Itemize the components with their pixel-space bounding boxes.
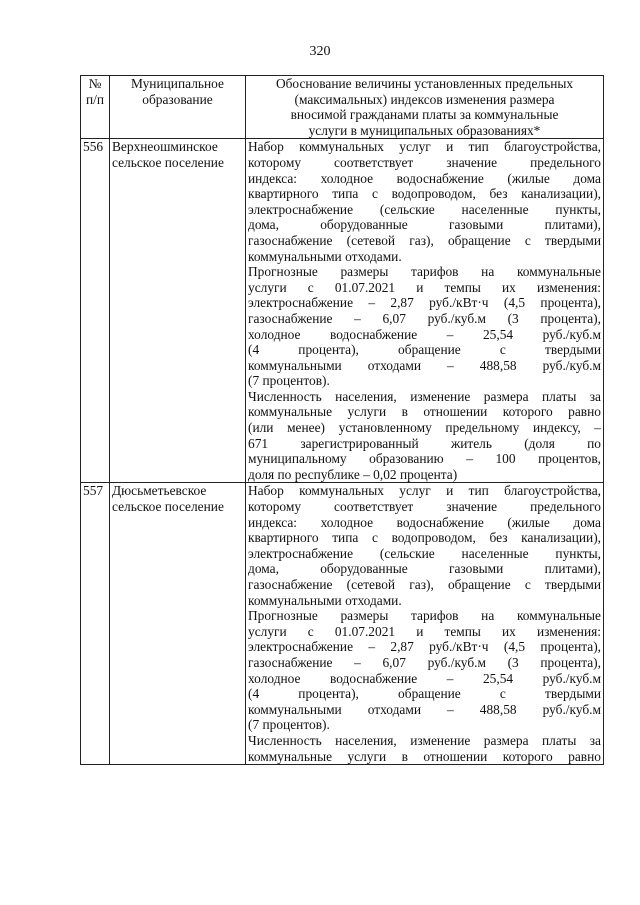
municipality-cell — [110, 483, 246, 765]
header-num — [81, 76, 110, 139]
row-number: 556 — [81, 139, 110, 483]
justification-cell — [246, 483, 604, 765]
header-line: п/п — [85, 91, 105, 107]
text-line: электроснабжение (сельские населенные пункты, — [248, 201, 601, 217]
municipality-line: сельское поселение — [112, 499, 224, 515]
text-line: дома, оборудованные газовыми плитами), — [248, 561, 601, 577]
text-line: коммунальные услуги в отношении которого равно — [248, 404, 601, 420]
municipality-cell — [110, 139, 246, 483]
text-line: которому соответствует значение предельного — [248, 154, 601, 170]
paragraph-services — [248, 139, 601, 264]
paragraph-services — [248, 483, 601, 608]
justification-cell — [246, 139, 604, 483]
text-line: коммунальными отходами. — [248, 592, 402, 608]
text-line: (7 процентов). — [248, 373, 330, 389]
text-line: индекса: холодное водоснабжение (жилые дома — [248, 170, 601, 186]
header-line: Обоснование величины установленных предельных — [275, 76, 574, 91]
text-line: Прогнозные размеры тарифов на коммунальные — [248, 608, 601, 624]
text-line: квартирного типа с водопроводом, без канализации), — [248, 186, 601, 202]
page-number: 320 — [309, 44, 331, 59]
text-line: (4 процента), обращение с твердыми — [248, 342, 601, 358]
text-line: электроснабжение – 2,87 руб./кВт·ч (4,5 процента), — [248, 639, 601, 655]
text-line: коммунальные услуги в отношении которого равно — [248, 748, 601, 764]
text-line: электроснабжение (сельские населенные пункты, — [248, 545, 601, 561]
text-line: коммунальными отходами – 488,58 руб./куб.м — [248, 357, 601, 373]
text-line: услуги с 01.07.2021 и темпы их изменения: — [248, 623, 601, 639]
text-line: Прогнозные размеры тарифов на коммунальные — [248, 264, 601, 280]
header-line: услуги в муниципальных образованиях* — [308, 122, 541, 138]
text-line: коммунальными отходами – 488,58 руб./куб.м — [248, 701, 601, 717]
header-line: Муниципальное — [131, 76, 224, 91]
text-line: которому соответствует значение предельного — [248, 499, 601, 515]
text-line: газоснабжение (сетевой газ), обращение с твердыми — [248, 577, 601, 592]
municipality-line: Дюсьметьевское — [112, 483, 207, 499]
text-line: услуги с 01.07.2021 и темпы их изменения: — [248, 279, 601, 295]
text-line: Набор коммунальных услуг и тип благоустройства, — [248, 483, 601, 499]
table-row — [81, 139, 604, 483]
header-justification — [246, 76, 604, 139]
text-line: Набор коммунальных услуг и тип благоустройства, — [248, 139, 601, 155]
text-line: Численность населения, изменение размера платы за — [248, 388, 601, 404]
text-line: газоснабжение – 6,07 руб./куб.м (3 процента), — [248, 310, 601, 326]
text-line: газоснабжение – 6,07 руб./куб.м (3 процента), — [248, 654, 601, 670]
text-line: дома, оборудованные газовыми плитами), — [248, 217, 601, 233]
text-line: холодное водоснабжение – 25,54 руб./куб.м — [248, 670, 601, 686]
text-line: Численность населения, изменение размера платы за — [248, 732, 601, 748]
paragraph-population — [248, 733, 601, 764]
paragraph-population — [248, 389, 601, 483]
text-line: газоснабжение (сетевой газ), обращение с твердыми — [248, 232, 601, 248]
text-line: квартирного типа с водопроводом, без канализации), — [248, 530, 601, 546]
text-line: холодное водоснабжение – 25,54 руб./куб.м — [248, 326, 601, 342]
paragraph-tariffs — [248, 264, 601, 389]
table-header-row — [81, 76, 604, 139]
text-line: (4 процента), обращение с твердыми — [248, 686, 601, 702]
municipality-line: сельское поселение — [112, 154, 224, 170]
text-line: (7 процентов). — [248, 717, 330, 733]
table-row — [81, 483, 604, 765]
tariff-table — [80, 75, 604, 765]
text-line: муниципальному образованию – 100 процентов, — [248, 451, 601, 467]
text-line: доля по республике – 0,02 процента) — [248, 466, 458, 482]
header-municipality — [110, 76, 246, 139]
header-line: (максимальных) индексов изменения размера — [294, 91, 555, 107]
municipality-line: Верхнеошминское — [112, 139, 218, 155]
header-line: вносимой гражданами платы за коммунальные — [290, 107, 559, 123]
text-line: индекса: холодное водоснабжение (жилые дома — [248, 514, 601, 530]
row-number: 557 — [81, 483, 110, 765]
text-line: электроснабжение – 2,87 руб./кВт·ч (4,5 процента), — [248, 295, 601, 311]
text-line: (или менее) установленному предельному индексу, – — [248, 420, 601, 436]
paragraph-tariffs — [248, 608, 601, 733]
text-line: коммунальными отходами. — [248, 248, 402, 264]
header-line: образование — [142, 91, 213, 107]
header-line: № — [88, 76, 102, 91]
text-line: 671 зарегистрированный житель (доля по — [248, 435, 601, 451]
